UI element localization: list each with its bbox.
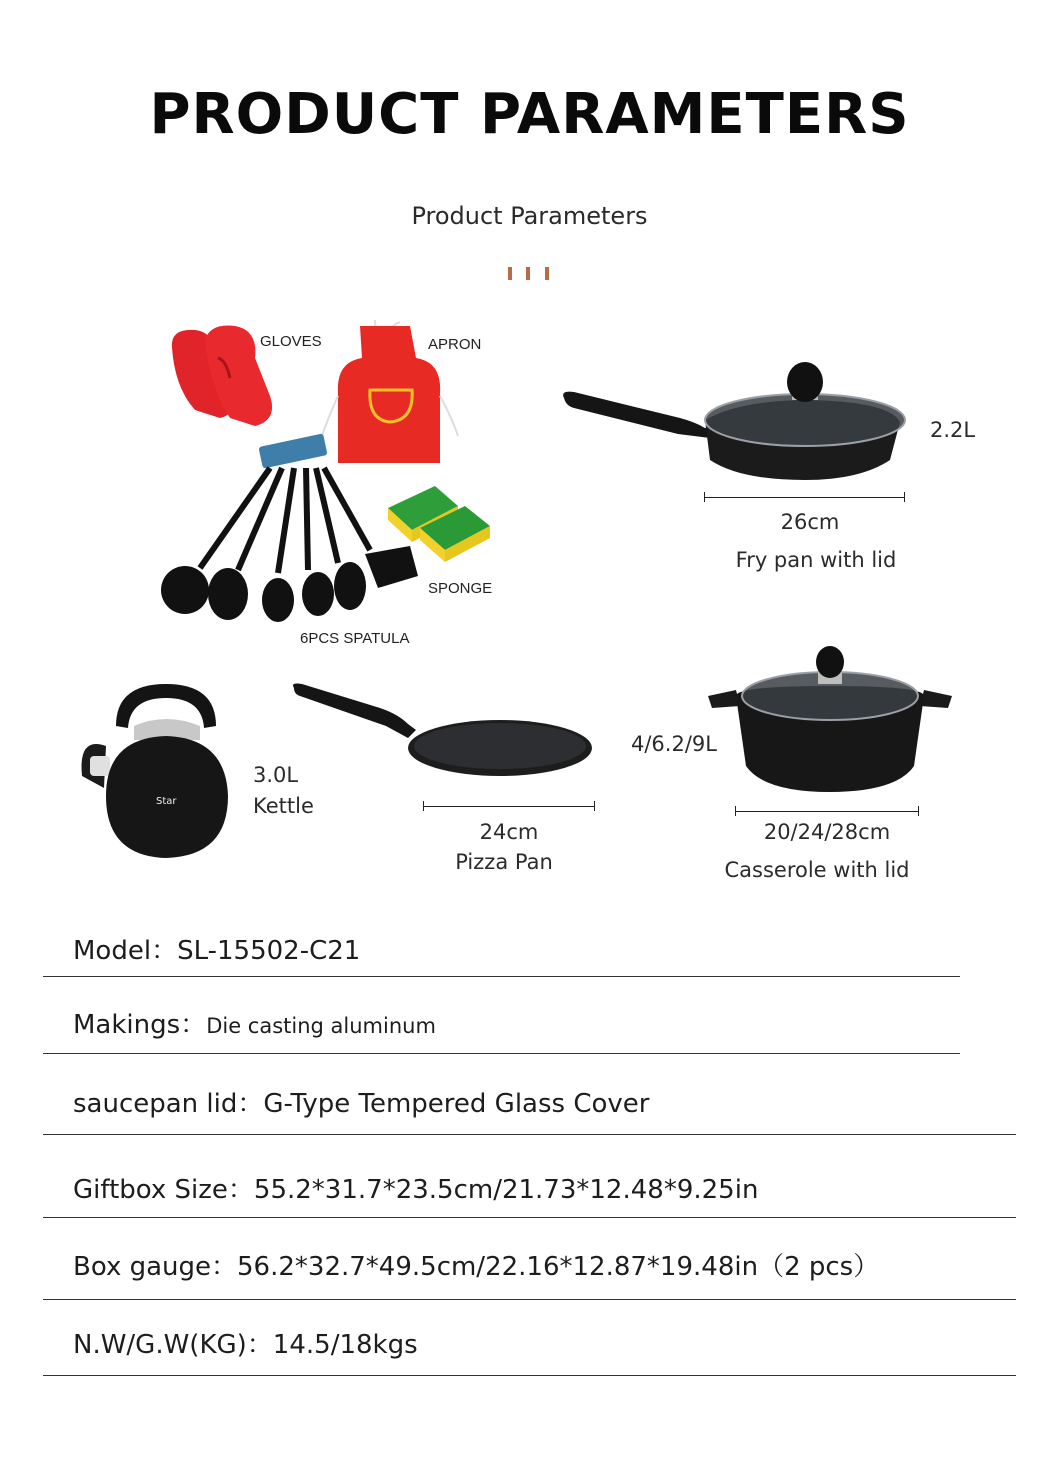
page-subtitle: Product Parameters xyxy=(411,202,648,230)
accent-bar xyxy=(526,267,530,280)
kettle-name: Kettle xyxy=(253,794,314,818)
spec-divider xyxy=(43,1217,1016,1218)
spec-row-box-gauge xyxy=(73,1246,879,1283)
apron-label: APRON xyxy=(428,336,482,353)
casserole-capacity: 4/6.2/9L xyxy=(631,732,717,756)
casserole-name: Casserole with lid xyxy=(724,858,910,882)
spec-value: 56.2*32.7*49.5cm/22.16*12.87*19.48in（2 pcs） xyxy=(237,1252,880,1282)
spec-value: 14.5/18kgs xyxy=(272,1330,418,1360)
spatula-label: 6PCS SPATULA xyxy=(300,630,410,647)
fry-pan-capacity: 2.2L xyxy=(930,418,976,442)
pizza-pan-size: 24cm xyxy=(479,820,539,844)
gloves-icon xyxy=(172,326,272,426)
spec-value: SL-15502-C21 xyxy=(177,936,361,966)
casserole-image xyxy=(706,646,954,796)
spec-divider xyxy=(43,976,960,977)
dimension-tick xyxy=(735,806,736,816)
spec-label: Box gauge： xyxy=(73,1252,238,1282)
dimension-tick xyxy=(704,492,705,502)
kettle-capacity: 3.0L xyxy=(253,763,299,787)
spec-label: saucepan lid： xyxy=(73,1089,264,1119)
casserole-size: 20/24/28cm xyxy=(763,820,891,844)
dimension-tick xyxy=(423,801,424,811)
spec-row-makings xyxy=(73,1004,436,1041)
gloves-label: GLOVES xyxy=(260,333,322,350)
kettle-image xyxy=(76,676,246,866)
fry-pan-dimension-line xyxy=(704,497,905,498)
pizza-pan-name: Pizza Pan xyxy=(455,850,553,874)
spec-label: N.W/G.W(KG)： xyxy=(73,1330,273,1360)
pizza-pan-image xyxy=(290,680,595,780)
spec-divider xyxy=(43,1375,1016,1376)
spec-label: Giftbox Size： xyxy=(73,1175,254,1205)
spec-label: Model： xyxy=(73,936,178,966)
accent-bar xyxy=(545,267,549,280)
spec-row-model xyxy=(73,930,360,967)
spec-value: G-Type Tempered Glass Cover xyxy=(263,1089,650,1119)
svg-text:Star: Star xyxy=(156,796,177,807)
fry-pan-size: 26cm xyxy=(780,510,840,534)
accent-bar xyxy=(508,267,512,280)
spec-divider xyxy=(43,1134,1016,1135)
fry-pan-image xyxy=(560,360,920,485)
sponge-label: SPONGE xyxy=(428,580,493,597)
dimension-tick xyxy=(594,801,595,811)
spec-row-giftbox xyxy=(73,1169,758,1206)
spec-divider xyxy=(43,1053,960,1054)
spec-value: 55.2*31.7*23.5cm/21.73*12.48*9.25in xyxy=(253,1175,759,1205)
dimension-tick xyxy=(904,492,905,502)
dimension-tick xyxy=(918,806,919,816)
fry-pan-name: Fry pan with lid xyxy=(735,548,897,572)
pizza-pan-dimension-line xyxy=(423,806,595,807)
spec-row-weight xyxy=(73,1324,418,1361)
spec-row-lid xyxy=(73,1083,649,1120)
casserole-dimension-line xyxy=(735,811,919,812)
spec-label: Makings： xyxy=(73,1010,207,1040)
page-title: PRODUCT PARAMETERS xyxy=(149,82,910,147)
spec-value: Die casting aluminum xyxy=(206,1014,436,1038)
spec-divider xyxy=(43,1299,1016,1300)
